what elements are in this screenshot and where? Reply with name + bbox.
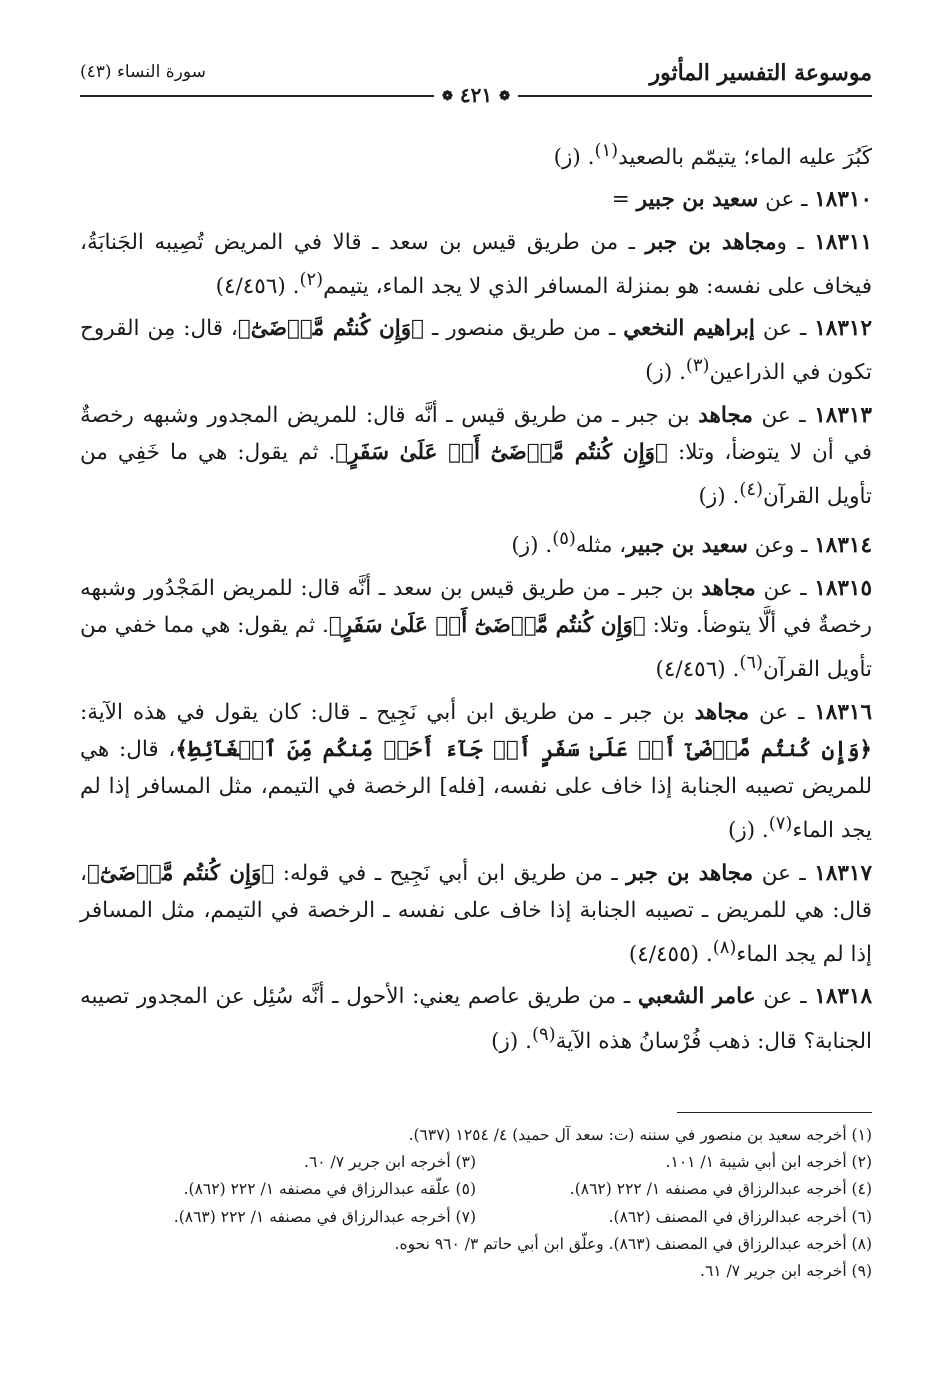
narration-number: ١٨٣١٢ (814, 316, 872, 342)
narration-number: ١٨٣١٤ (814, 533, 872, 559)
quran-verse: ﴿وَإِن كُنتُم مَّرۡضَىٰٓ أَوۡ عَلَىٰ سَفَرٍ﴾ (328, 613, 646, 639)
narration-18313 (80, 397, 872, 516)
running-header (80, 58, 872, 107)
narrator-name: عامر الشعبي (637, 984, 756, 1010)
narration-18317 (80, 855, 872, 974)
paragraph-tail: = (611, 187, 637, 213)
narration-18312 (80, 310, 872, 392)
narrator-name: إبراهيم النخعي (623, 316, 755, 342)
footnote-marker[interactable]: (٧) (768, 813, 793, 835)
dash-text: ـ عن (758, 187, 815, 213)
narrator-name: مجاهد بن جبر (645, 229, 777, 255)
narrator-name: مجاهد (694, 699, 750, 725)
quran-verse: ﴿وَإِن كُنتُم مَّرۡضَىٰٓ أَوۡ عَلَىٰ سَفَرٍ أَوۡ جَآءَ أَحَدٞ مِّنكُم مِّنَ ٱلۡغَآئِطِ﴾ (175, 736, 873, 762)
quran-verse: ﴿وَإِن كُنتُم مَّرۡضَىٰٓ﴾ (86, 860, 275, 886)
paragraph-continuation (80, 132, 872, 176)
paragraph-text: ، قال: مِن القروح تكون في الذراعين (80, 316, 872, 386)
narration-18314 (80, 520, 872, 564)
footnote-6: (٦) أخرجه عبدالرزاق في المصنف (٨٦٢). (608, 1207, 872, 1226)
paragraph-text: ـ من طريق ابن أبي نَجِيح ـ في قوله: (274, 860, 627, 886)
surah-label: سورة النساء (٤٣) (80, 62, 206, 82)
page-number-box (434, 83, 518, 107)
narration-number: ١٨٣١٠ (814, 187, 872, 213)
narration-number: ١٨٣١٦ (814, 699, 872, 725)
narration-number: ١٨٣١٧ (814, 860, 873, 886)
narration-number: ١٨٣١١ (814, 229, 873, 255)
footnote-3: (٣) أخرجه ابن جرير ٧/ ٦٠. (304, 1153, 476, 1172)
footnote-marker[interactable]: (٢) (299, 268, 324, 290)
ornament-icon: ❁ (499, 89, 510, 104)
footnote-2: (٢) أخرجه ابن أبي شيبة ١/ ١٠١. (665, 1153, 872, 1172)
paragraph-text: . ثم يقول: هي ما خَفِي من تأويل القرآن (80, 439, 872, 510)
paragraph-text: بن جبر ـ من طريق قيس ـ أنَّه قال: للمريض المجدور وشبهه رخصةٌ في أن لا يتوضأ، وتلا: (80, 402, 872, 465)
paragraph-text: بن جبر ـ من طريق ابن أبي نَجِيح ـ قال: كان يقول في هذه الآية: (80, 699, 695, 725)
volume-page-ref: . (٤/٤٥٦) (655, 657, 740, 683)
footnote-8: (٨) أخرجه عبدالرزاق في المصنف (٨٦٣). وعلّق ابن أبي حاتم ٣/ ٩٦٠ نحوه. (394, 1234, 872, 1253)
footnote-5: (٥) علّقه عبدالرزاق في مصنفه ١/ ٢٢٢ (٨٦٢). (183, 1180, 476, 1199)
paragraph-text: ، قال: هي للمريض تصيبه الجنابة إذا خاف على نفسه، [فله] الرخصة في التيمم، مثل المسافر إذا لم يجد الماء (80, 736, 872, 844)
footnote-4: (٤) أخرجه عبدالرزاق في مصنفه ١/ ٢٢٢ (٨٦٢). (569, 1180, 872, 1199)
narration-18310 (80, 181, 872, 218)
narrator-name: سعيد بن جبير (626, 533, 748, 559)
narration-number: ١٨٣١٣ (814, 402, 872, 428)
ornament-icon: ❁ (442, 89, 453, 104)
narration-18316 (80, 694, 872, 850)
footnote-marker[interactable]: (٤) (739, 479, 763, 501)
dash-text: ـ عن (754, 316, 815, 342)
quran-verse: ﴿وَإِن كُنتُم مَّرۡضَىٰٓ أَوۡ عَلَىٰ سَفَرٍ﴾ (335, 439, 668, 465)
dash-text: ـ عن (753, 860, 815, 886)
paragraph-text: ، مثله (575, 533, 627, 559)
dash-text: ـ عن (755, 984, 815, 1010)
paragraph-tail: . (ز) (511, 533, 553, 559)
footnote-9: (٩) أخرجه ابن جرير ٧/ ٦١. (700, 1262, 872, 1281)
footnotes (80, 1122, 872, 1285)
body-text (80, 132, 872, 1065)
dash-text: ـ عن (755, 575, 815, 601)
paragraph-text: ـ من طريق عاصم يعني: الأحول ـ أنَّه سُئِل عن المجدور تصيبه الجنابة؟ قال: ذهب فُرْسانُ هذه الآية (80, 984, 872, 1054)
footnote-7: (٧) أخرجه عبدالرزاق في مصنفه ١/ ٢٢٢ (٨٦٣). (173, 1207, 476, 1226)
paragraph-tail: . (ز) (645, 360, 686, 386)
dash-text: ـ و (776, 229, 815, 255)
paragraph-text: . ثم يقول: هي مما خفي من تأويل القرآن (80, 613, 872, 683)
footnote-row (80, 1176, 872, 1203)
footnote-marker[interactable]: (١) (594, 140, 619, 161)
narrator-name: مجاهد بن جبر (626, 860, 754, 886)
paragraph-tail: . (ز) (727, 818, 769, 844)
paragraph-tail: . (ز) (491, 1028, 532, 1054)
paragraph-text: بن جبر ـ من طريق قيس بن سعد ـ أنَّه قال: للمريض المَجْدُور وشبهه رخصةٌ في ألَّا يتوضأ. وتلا: (80, 575, 872, 639)
paragraph-text: ، قال: هي للمريض ـ تصيبه الجنابة إذا خاف على نفسه ـ الرخصة في التيمم، مثل المسافر إذا لم يجد الماء (80, 860, 872, 968)
paragraph-tail: . (ز) (698, 484, 740, 510)
footnote-marker[interactable]: (٥) (552, 528, 576, 550)
volume-page-ref: . (٤/٤٥٥) (628, 942, 713, 968)
narrator-name: سعيد بن جبير (636, 187, 759, 213)
book-title: موسوعة التفسير المأثور (649, 60, 872, 86)
dash-text: ـ وعن (747, 533, 815, 559)
paragraph-tail: . (ز) (553, 145, 595, 171)
footnote-row (80, 1149, 872, 1176)
footnote-marker[interactable]: (٨) (712, 936, 737, 958)
footnote-row (80, 1204, 872, 1231)
footnote-marker[interactable]: (٣) (685, 355, 710, 377)
narration-18318 (80, 978, 872, 1060)
paragraph-text: كَبُرَ عليه الماء؛ يتيمّم بالصعيد (618, 145, 872, 171)
page-number-band (80, 85, 872, 105)
narration-18311 (80, 224, 872, 306)
paragraph-text: ـ من طريق قيس بن سعد ـ قالا في المريض تُصِيبه الجَنابَةُ، فيخاف على نفسه: هو بمنزلة المسافر الذي لا يجد الماء، يتيمم (80, 229, 872, 299)
paragraph-text: ـ من طريق منصور ـ (424, 316, 624, 342)
footnote-marker[interactable]: (٦) (739, 652, 763, 674)
dash-text: ـ عن (749, 699, 815, 725)
footnote-marker[interactable]: (٩) (531, 1023, 556, 1045)
quran-verse: ﴿وَإِن كُنتُم مَّرۡضَىٰٓ﴾ (237, 316, 425, 342)
footnote-separator (677, 1112, 872, 1113)
narrator-name: مجاهد (701, 575, 756, 601)
narration-number: ١٨٣١٨ (814, 984, 873, 1010)
narration-number: ١٨٣١٥ (814, 575, 873, 601)
narrator-name: مجاهد (698, 402, 753, 428)
footnote-1: (١) أخرجه سعيد بن منصور في سننه (ت: سعد آل حميد) ٤/ ١٢٥٤ (٦٣٧). (408, 1126, 872, 1144)
page-number: ٤٢١ (459, 83, 493, 107)
dash-text: ـ عن (752, 402, 815, 428)
volume-page-ref: . (٤/٤٥٦) (215, 273, 300, 299)
narration-18315 (80, 570, 872, 689)
